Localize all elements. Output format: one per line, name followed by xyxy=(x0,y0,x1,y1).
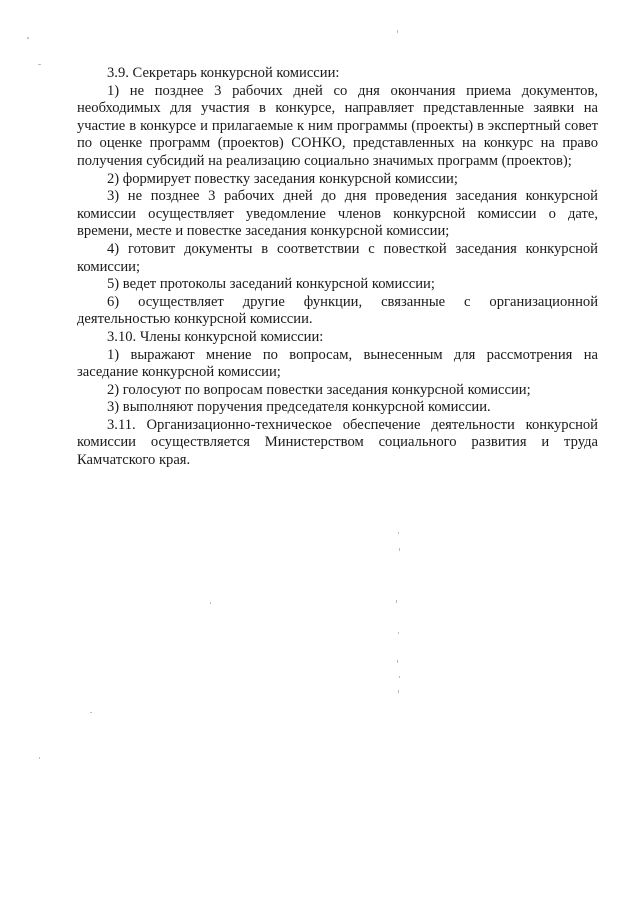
scan-speck xyxy=(90,712,92,713)
scan-speck xyxy=(210,602,211,604)
list-item: 3) не позднее 3 рабочих дней до дня проведения заседания конкурсной комиссии осуществляет уведомление членов конкурсной комиссии о дате, времени, месте и повестке заседания конкурсной комиссии; xyxy=(77,188,598,240)
list-item: 1) выражают мнение по вопросам, вынесенным для рассмотрения на заседание конкурсной комиссии; xyxy=(77,346,598,381)
scan-speck xyxy=(39,757,40,759)
scan-speck xyxy=(399,676,400,678)
list-item: 1) не позднее 3 рабочих дней со дня окончания приема документов, необходимых для участия в конкурсе, направляет представленные заявки на участие в конкурсе и прилагаемые к ним программы (проекты) в экспертный совет по оценке программ (проектов) СОНКО, представленных на конкурс на право получения субсидий на реализацию социально значимых программ (проектов); xyxy=(77,82,598,169)
scan-speck xyxy=(38,64,41,65)
list-item: 3) выполняют поручения председателя конкурсной комиссии. xyxy=(107,399,491,416)
section-3-11: 3.11. Организационно-техническое обеспечение деятельности конкурсной комиссии осуществляется Министерством социального развития и труда Камчатского края. xyxy=(77,416,598,469)
document-body xyxy=(77,65,598,470)
section-heading-3-9: 3.9. Секретарь конкурсной комиссии: xyxy=(107,65,340,81)
list-item: 4) готовит документы в соответствии с повесткой заседания конкурсной комиссии; xyxy=(77,240,598,275)
scan-speck xyxy=(399,548,400,551)
scan-speck xyxy=(27,37,29,39)
scan-speck xyxy=(397,30,398,33)
scan-speck xyxy=(396,600,397,603)
scan-speck xyxy=(398,690,399,693)
list-item: 5) ведет протоколы заседаний конкурсной комиссии; xyxy=(107,276,435,293)
list-item: 2) формирует повестку заседания конкурсной комиссии; xyxy=(107,170,458,187)
list-item: 6) осуществляет другие функции, связанные с организационной деятельностью конкурсной комиссии. xyxy=(77,293,598,328)
section-heading-3-10: 3.10. Члены конкурсной комиссии: xyxy=(107,328,324,345)
scan-speck xyxy=(398,632,399,634)
list-item: 2) голосуют по вопросам повестки заседания конкурсной комиссии; xyxy=(107,381,531,398)
scan-speck xyxy=(398,532,399,534)
scan-speck xyxy=(397,660,398,663)
